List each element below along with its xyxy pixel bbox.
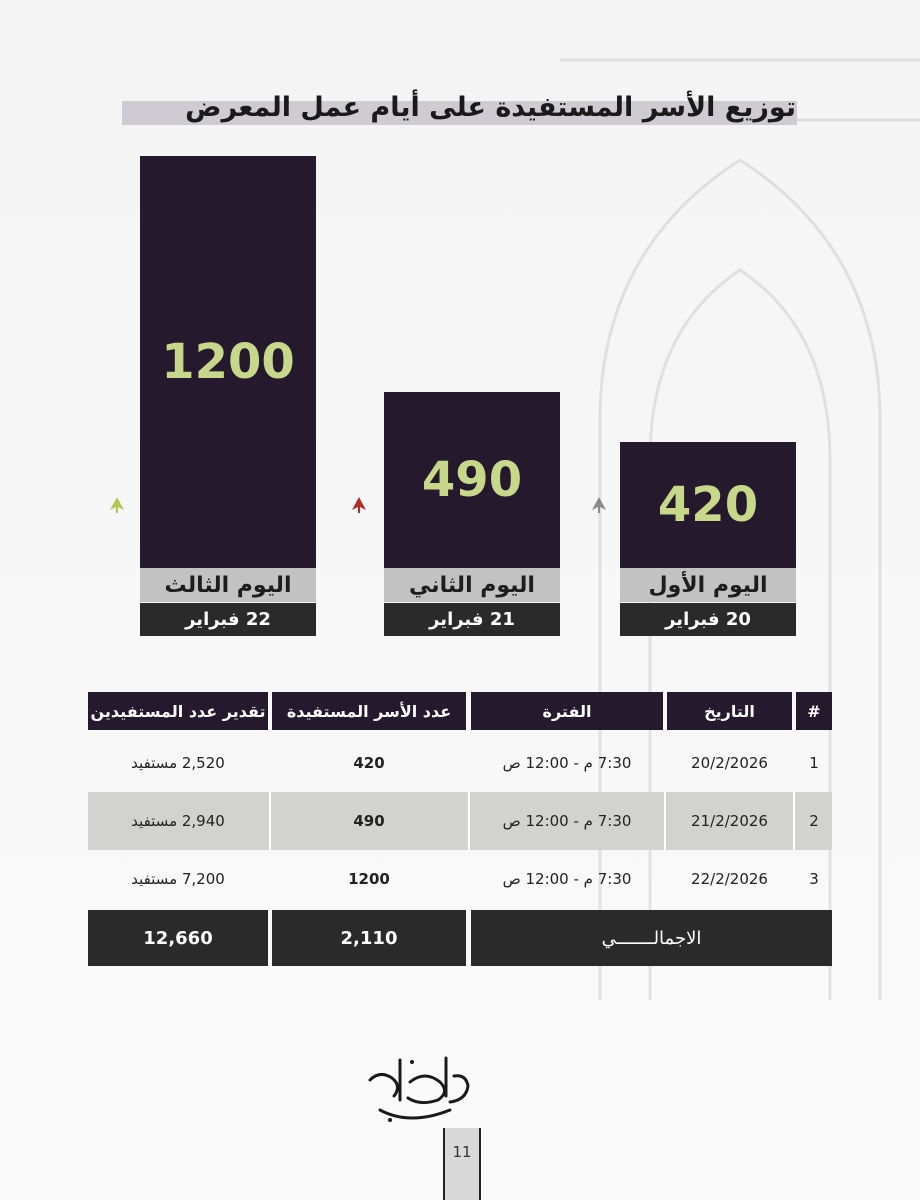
header-families: عدد الأسر المستفيدة xyxy=(272,692,466,730)
day-label-1: اليوم الأول xyxy=(620,568,796,602)
total-label: الاجمالـــــــي xyxy=(471,910,832,966)
cell-period: 7:30 م - 12:00 ص xyxy=(502,754,632,772)
bar-day-1: 420 xyxy=(620,442,796,568)
cell-beneficiaries: 2,940 مستفيد xyxy=(131,812,225,830)
table-row xyxy=(88,792,832,850)
header-period: الفترة xyxy=(471,692,663,730)
table-total-row xyxy=(88,910,832,966)
arrow-up-icon xyxy=(590,496,608,514)
cell-date: 20/2/2026 xyxy=(691,754,768,772)
arrow-up-icon xyxy=(350,496,368,514)
cell-beneficiaries: 7,200 مستفيد xyxy=(131,870,225,888)
cell-families: 1200 xyxy=(348,870,390,888)
cell-period: 7:30 م - 12:00 ص xyxy=(502,870,632,888)
cell-num: 1 xyxy=(809,754,819,772)
cell-families: 490 xyxy=(353,812,385,830)
date-label-2: 21 فبراير xyxy=(384,603,560,636)
day-label-2: اليوم الثاني xyxy=(384,568,560,602)
column-divider xyxy=(468,792,470,850)
column-divider xyxy=(664,792,666,850)
date-label-1: 20 فبراير xyxy=(620,603,796,636)
bar-day-3: 1200 xyxy=(140,156,316,568)
cell-num: 3 xyxy=(809,870,819,888)
column-divider xyxy=(269,792,271,850)
page-number: 11 xyxy=(452,1143,472,1161)
cell-num: 2 xyxy=(809,812,819,830)
cell-beneficiaries: 2,520 مستفيد xyxy=(131,754,225,772)
calligraphy-logo xyxy=(350,1040,480,1130)
arrow-up-icon xyxy=(108,496,126,514)
bar-day-2: 490 xyxy=(384,392,560,568)
day-label-3: اليوم الثالث xyxy=(140,568,316,602)
total-families: 2,110 xyxy=(272,910,466,966)
table-row xyxy=(88,850,832,908)
table-row xyxy=(88,734,832,792)
page-number-box xyxy=(443,1128,481,1200)
cell-period: 7:30 م - 12:00 ص xyxy=(502,812,632,830)
page-title: توزيع الأسر المستفيدة على أيام عمل المعرض xyxy=(185,92,796,123)
cell-families: 420 xyxy=(353,754,385,772)
header-date: التاريخ xyxy=(667,692,792,730)
header-beneficiaries: تقدير عدد المستفيدين xyxy=(88,692,268,730)
cell-date: 22/2/2026 xyxy=(691,870,768,888)
column-divider xyxy=(793,792,795,850)
header-num: # xyxy=(796,692,832,730)
cell-date: 21/2/2026 xyxy=(691,812,768,830)
total-beneficiaries: 12,660 xyxy=(88,910,268,966)
date-label-3: 22 فبراير xyxy=(140,603,316,636)
